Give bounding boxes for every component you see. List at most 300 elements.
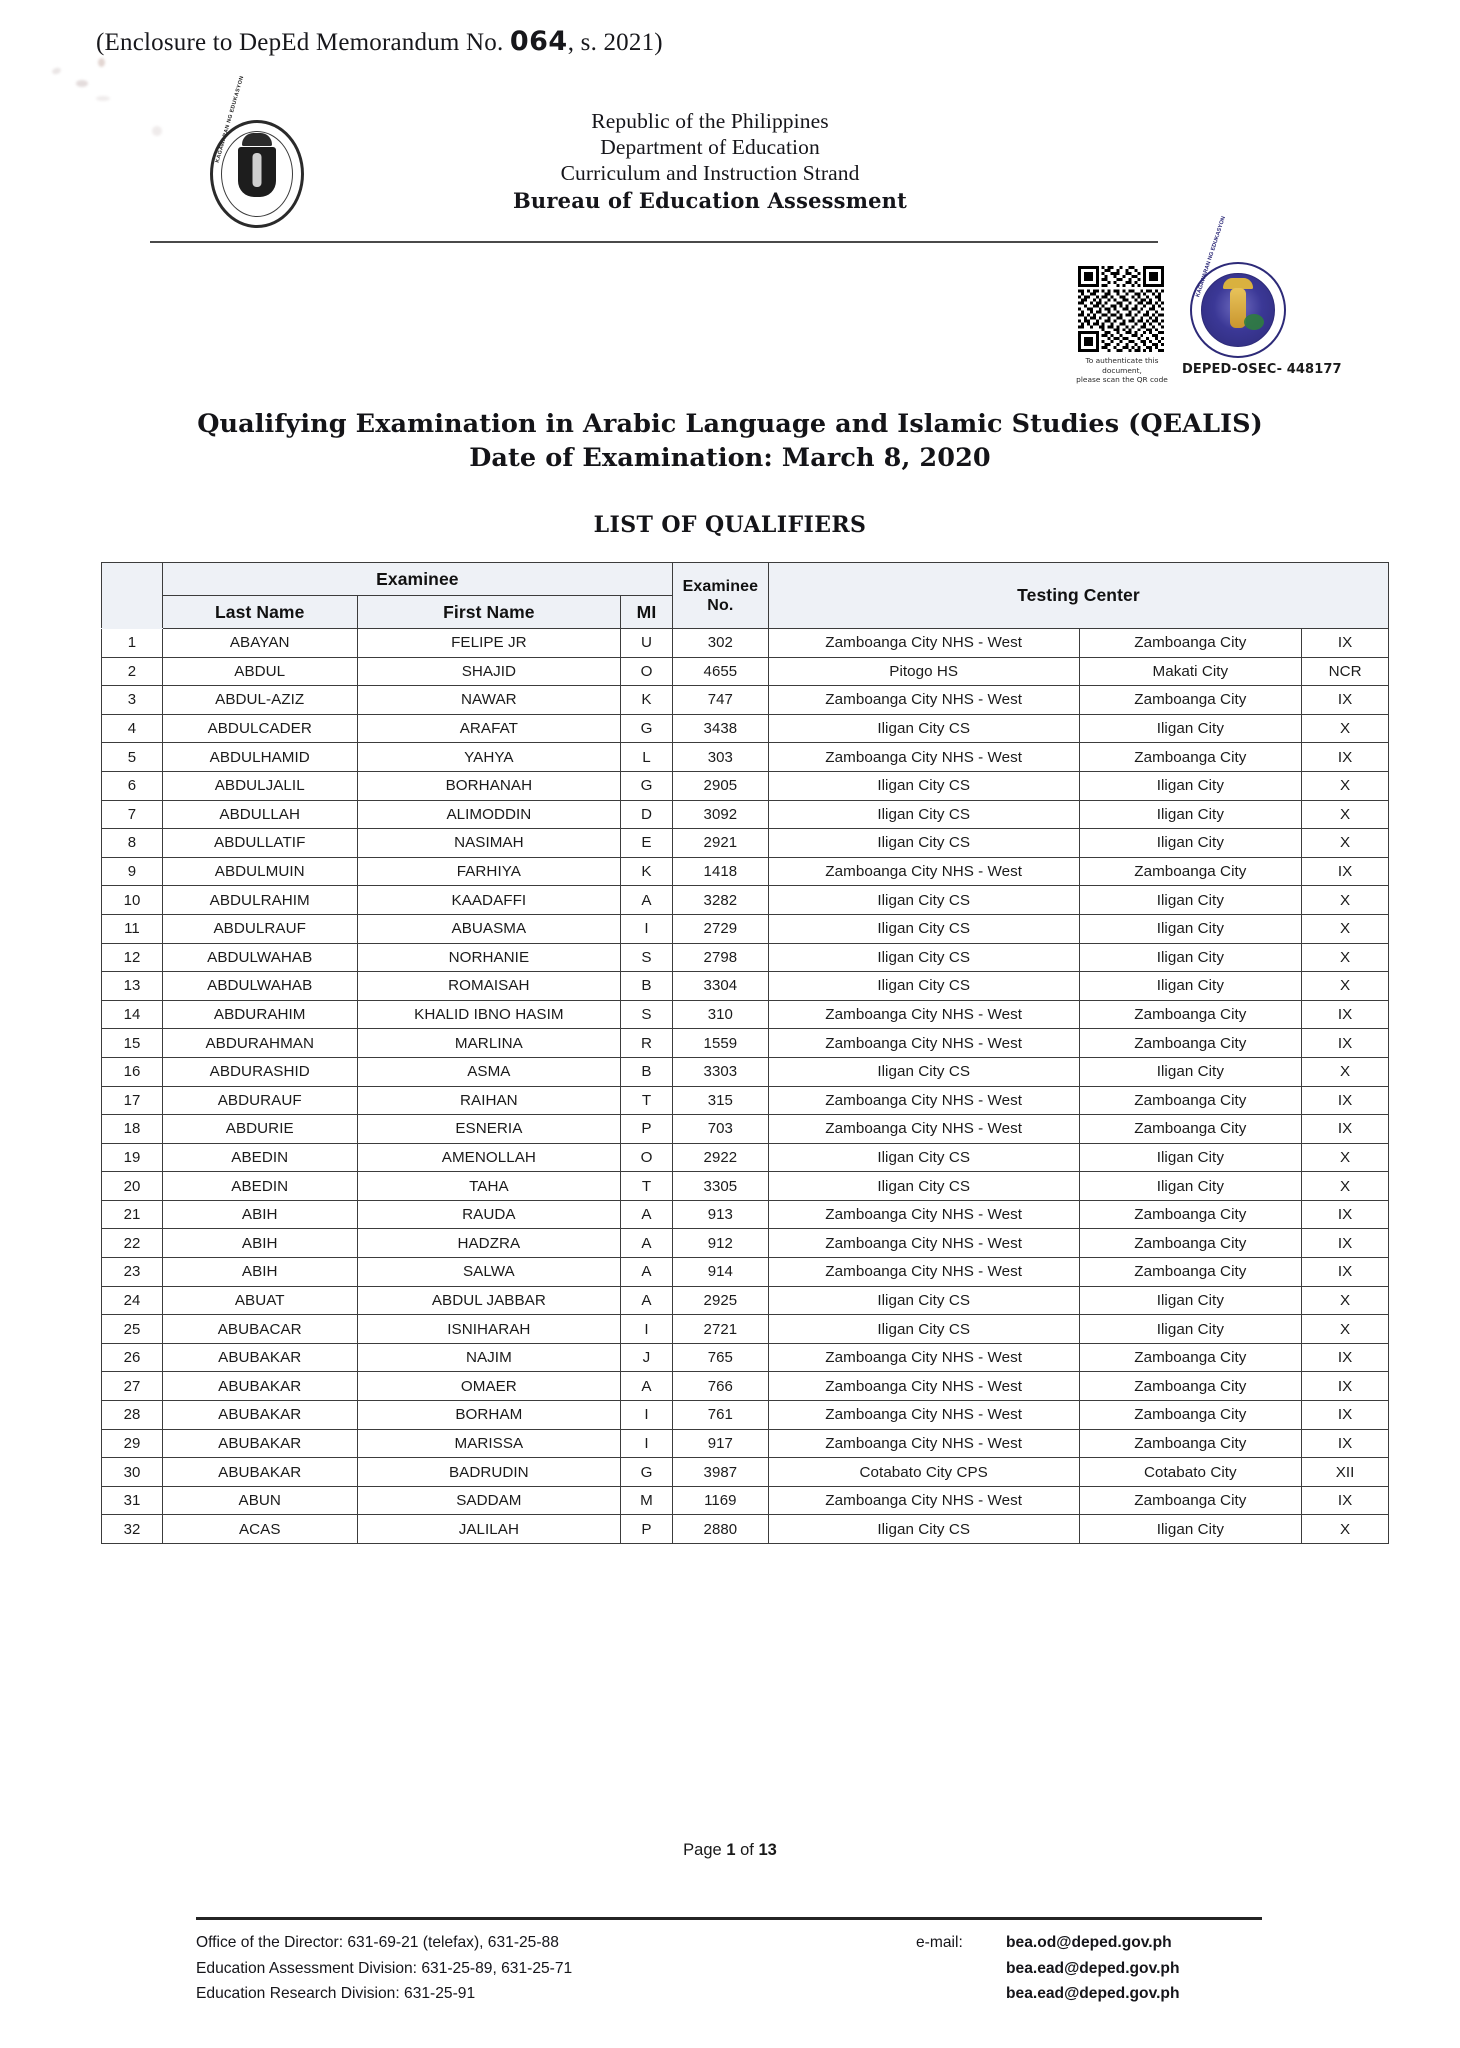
cell-row-number: 18	[102, 1115, 163, 1144]
cell-last-name: ABUBAKAR	[162, 1372, 357, 1401]
cell-testing-center-school: Zamboanga City NHS - West	[768, 1429, 1079, 1458]
cell-middle-initial: J	[621, 1343, 673, 1372]
cell-testing-center-city: Iligan City	[1079, 886, 1302, 915]
cell-testing-center-school: Iligan City CS	[768, 829, 1079, 858]
cell-testing-center-school: Iligan City CS	[768, 1286, 1079, 1315]
cell-first-name: NORHANIE	[357, 943, 621, 972]
cell-testing-center-region: X	[1302, 771, 1389, 800]
cell-examinee-number: 3304	[672, 972, 768, 1001]
cell-last-name: ABDULLAH	[162, 800, 357, 829]
cell-first-name: YAHYA	[357, 743, 621, 772]
cell-examinee-number: 3438	[672, 714, 768, 743]
table-row	[102, 1200, 1389, 1229]
cell-middle-initial: A	[621, 1372, 673, 1401]
cell-row-number: 27	[102, 1372, 163, 1401]
cell-first-name: BORHAM	[357, 1401, 621, 1430]
cell-examinee-number: 766	[672, 1372, 768, 1401]
cell-testing-center-city: Zamboanga City	[1079, 1000, 1302, 1029]
cell-first-name: BADRUDIN	[357, 1458, 621, 1487]
cell-testing-center-region: XII	[1302, 1458, 1389, 1487]
cell-first-name: MARISSA	[357, 1429, 621, 1458]
cell-first-name: ARAFAT	[357, 714, 621, 743]
cell-last-name: ABDULWAHAB	[162, 972, 357, 1001]
cell-testing-center-school: Iligan City CS	[768, 1315, 1079, 1344]
cell-examinee-number: 914	[672, 1258, 768, 1287]
table-row	[102, 1401, 1389, 1430]
cell-testing-center-school: Zamboanga City NHS - West	[768, 1401, 1079, 1430]
cell-middle-initial: O	[621, 657, 673, 686]
cell-examinee-number: 2921	[672, 829, 768, 858]
cell-examinee-number: 917	[672, 1429, 768, 1458]
authentication-block	[1064, 215, 1364, 402]
cell-examinee-number: 3987	[672, 1458, 768, 1487]
deped-seal-monochrome-icon	[210, 75, 304, 228]
table-row	[102, 743, 1389, 772]
cell-last-name: ABDURIE	[162, 1115, 357, 1144]
exam-title-block	[0, 408, 1460, 474]
cell-row-number: 11	[102, 914, 163, 943]
cell-testing-center-region: X	[1302, 972, 1389, 1001]
color-seal-ring-top-text: KAGAWARAN NG EDUKASYON	[1195, 215, 1228, 298]
enclosure-prefix: (Enclosure to DepEd Memorandum No.	[96, 29, 504, 56]
cell-first-name: RAUDA	[357, 1200, 621, 1229]
exam-date: Date of Examination: March 8, 2020	[469, 443, 991, 473]
qr-code-icon	[1078, 266, 1164, 352]
cell-first-name: TAHA	[357, 1172, 621, 1201]
cell-testing-center-city: Zamboanga City	[1079, 1229, 1302, 1258]
page-of: of	[740, 1841, 754, 1859]
footer-email-ead-2[interactable]: bea.ead@deped.gov.ph	[1006, 1985, 1180, 2002]
cell-last-name: ABDULJALIL	[162, 771, 357, 800]
cell-testing-center-region: X	[1302, 829, 1389, 858]
cell-middle-initial: A	[621, 1258, 673, 1287]
footer-phone-assessment-division: Education Assessment Division: 631-25-89, 631-25-71	[196, 1959, 573, 1977]
cell-first-name: AMENOLLAH	[357, 1143, 621, 1172]
cell-examinee-number: 310	[672, 1000, 768, 1029]
cell-testing-center-school: Cotabato City CPS	[768, 1458, 1079, 1487]
cell-row-number: 10	[102, 886, 163, 915]
cell-middle-initial: T	[621, 1086, 673, 1115]
cell-middle-initial: G	[621, 771, 673, 800]
cell-row-number: 4	[102, 714, 163, 743]
cell-middle-initial: A	[621, 1286, 673, 1315]
cell-testing-center-school: Zamboanga City NHS - West	[768, 686, 1079, 715]
cell-testing-center-city: Zamboanga City	[1079, 1429, 1302, 1458]
footer-phone-director: Office of the Director: 631-69-21 (telefax), 631-25-88	[196, 1934, 559, 1951]
cell-examinee-number: 315	[672, 1086, 768, 1115]
cell-middle-initial: B	[621, 972, 673, 1001]
cell-testing-center-region: IX	[1302, 1486, 1389, 1515]
cell-testing-center-school: Zamboanga City NHS - West	[768, 1000, 1079, 1029]
cell-last-name: ABUBAKAR	[162, 1343, 357, 1372]
table-row	[102, 1057, 1389, 1086]
table-row	[102, 914, 1389, 943]
cell-row-number: 7	[102, 800, 163, 829]
table-row	[102, 1429, 1389, 1458]
cell-examinee-number: 2905	[672, 771, 768, 800]
cell-last-name: ABIH	[162, 1200, 357, 1229]
scan-artifact-smudge	[76, 80, 88, 87]
table-row	[102, 800, 1389, 829]
masthead-divider	[150, 241, 1158, 243]
cell-first-name: MARLINA	[357, 1029, 621, 1058]
cell-first-name: FELIPE JR	[357, 629, 621, 658]
cell-last-name: ABDURAUF	[162, 1086, 357, 1115]
cell-testing-center-school: Zamboanga City NHS - West	[768, 629, 1079, 658]
cell-testing-center-school: Zamboanga City NHS - West	[768, 1086, 1079, 1115]
cell-testing-center-school: Zamboanga City NHS - West	[768, 1200, 1079, 1229]
cell-last-name: ABUN	[162, 1486, 357, 1515]
cell-first-name: KAADAFFI	[357, 886, 621, 915]
cell-last-name: ABAYAN	[162, 629, 357, 658]
cell-first-name: JALILAH	[357, 1515, 621, 1544]
seal-ring-text	[210, 75, 304, 228]
cell-examinee-number: 1169	[672, 1486, 768, 1515]
cell-testing-center-region: IX	[1302, 1086, 1389, 1115]
cell-row-number: 12	[102, 943, 163, 972]
footer-email-od[interactable]: bea.od@deped.gov.ph	[1006, 1934, 1172, 1951]
table-row	[102, 972, 1389, 1001]
cell-examinee-number: 302	[672, 629, 768, 658]
cell-middle-initial: P	[621, 1515, 673, 1544]
cell-testing-center-school: Zamboanga City NHS - West	[768, 1029, 1079, 1058]
cell-last-name: ABUBAKAR	[162, 1429, 357, 1458]
cell-testing-center-city: Iligan City	[1079, 914, 1302, 943]
cell-examinee-number: 1418	[672, 857, 768, 886]
cell-row-number: 32	[102, 1515, 163, 1544]
cell-testing-center-region: IX	[1302, 1258, 1389, 1287]
cell-testing-center-city: Zamboanga City	[1079, 629, 1302, 658]
exam-title: Qualifying Examination in Arabic Language and Islamic Studies (QEALIS)	[197, 409, 1263, 439]
footer-phone-research-division: Education Research Division: 631-25-91	[196, 1985, 476, 2002]
scan-artifact-smudge	[51, 67, 62, 76]
cell-testing-center-city: Iligan City	[1079, 714, 1302, 743]
cell-row-number: 17	[102, 1086, 163, 1115]
cell-last-name: ABUAT	[162, 1286, 357, 1315]
cell-row-number: 31	[102, 1486, 163, 1515]
cell-testing-center-city: Iligan City	[1079, 1315, 1302, 1344]
table-row	[102, 1115, 1389, 1144]
cell-testing-center-city: Zamboanga City	[1079, 1029, 1302, 1058]
table-row	[102, 1229, 1389, 1258]
cell-last-name: ABIH	[162, 1258, 357, 1287]
table-row	[102, 1086, 1389, 1115]
table-row	[102, 829, 1389, 858]
cell-row-number: 22	[102, 1229, 163, 1258]
cell-first-name: ABDUL JABBAR	[357, 1286, 621, 1315]
table-row	[102, 1029, 1389, 1058]
authentication-caption-line1: To authenticate this document,	[1085, 356, 1159, 375]
cell-examinee-number: 2798	[672, 943, 768, 972]
cell-last-name: ABDUL-AZIZ	[162, 686, 357, 715]
cell-testing-center-region: IX	[1302, 857, 1389, 886]
cell-first-name: NASIMAH	[357, 829, 621, 858]
table-row	[102, 657, 1389, 686]
cell-testing-center-city: Iligan City	[1079, 1286, 1302, 1315]
header-examinee-no-line2: No.	[707, 596, 734, 614]
table-row	[102, 1315, 1389, 1344]
cell-testing-center-region: X	[1302, 886, 1389, 915]
cell-testing-center-region: IX	[1302, 1200, 1389, 1229]
cell-row-number: 15	[102, 1029, 163, 1058]
document-authentication-code: DEPED-OSEC- 448177	[1182, 362, 1342, 377]
table-row	[102, 771, 1389, 800]
table-row	[102, 943, 1389, 972]
table-row	[102, 1372, 1389, 1401]
cell-testing-center-city: Makati City	[1079, 657, 1302, 686]
cell-testing-center-school: Zamboanga City NHS - West	[768, 1343, 1079, 1372]
cell-middle-initial: I	[621, 1429, 673, 1458]
page-total: 13	[758, 1841, 777, 1859]
header-first-name: First Name	[357, 596, 621, 629]
cell-last-name: ABDULCADER	[162, 714, 357, 743]
cell-testing-center-school: Iligan City CS	[768, 972, 1079, 1001]
cell-last-name: ABIH	[162, 1229, 357, 1258]
cell-first-name: NAWAR	[357, 686, 621, 715]
cell-last-name: ABDUL	[162, 657, 357, 686]
cell-first-name: BORHANAH	[357, 771, 621, 800]
cell-middle-initial: I	[621, 1315, 673, 1344]
page-number	[0, 1841, 1460, 1860]
cell-examinee-number: 1559	[672, 1029, 768, 1058]
table-row	[102, 1343, 1389, 1372]
cell-testing-center-city: Zamboanga City	[1079, 1086, 1302, 1115]
cell-first-name: ALIMODDIN	[357, 800, 621, 829]
cell-middle-initial: B	[621, 1057, 673, 1086]
cell-testing-center-city: Iligan City	[1079, 829, 1302, 858]
cell-testing-center-region: IX	[1302, 1000, 1389, 1029]
table-row	[102, 629, 1389, 658]
table-row	[102, 686, 1389, 715]
cell-testing-center-school: Zamboanga City NHS - West	[768, 1115, 1079, 1144]
cell-examinee-number: 912	[672, 1229, 768, 1258]
cell-last-name: ABDULLATIF	[162, 829, 357, 858]
cell-middle-initial: O	[621, 1143, 673, 1172]
header-examinee-no-line1: Examinee	[682, 577, 759, 595]
cell-middle-initial: G	[621, 1458, 673, 1487]
cell-testing-center-school: Iligan City CS	[768, 1172, 1079, 1201]
cell-middle-initial: K	[621, 857, 673, 886]
cell-testing-center-city: Iligan City	[1079, 1172, 1302, 1201]
cell-examinee-number: 4655	[672, 657, 768, 686]
cell-examinee-number: 3092	[672, 800, 768, 829]
table-row	[102, 857, 1389, 886]
cell-testing-center-city: Zamboanga City	[1079, 1372, 1302, 1401]
cell-middle-initial: S	[621, 1000, 673, 1029]
cell-testing-center-region: IX	[1302, 1372, 1389, 1401]
cell-middle-initial: R	[621, 1029, 673, 1058]
cell-examinee-number: 761	[672, 1401, 768, 1430]
cell-last-name: ABDULWAHAB	[162, 943, 357, 972]
cell-testing-center-school: Zamboanga City NHS - West	[768, 1486, 1079, 1515]
cell-testing-center-school: Iligan City CS	[768, 771, 1079, 800]
cell-row-number: 30	[102, 1458, 163, 1487]
cell-testing-center-city: Zamboanga City	[1079, 1486, 1302, 1515]
cell-first-name: HADZRA	[357, 1229, 621, 1258]
cell-examinee-number: 3305	[672, 1172, 768, 1201]
cell-first-name: ESNERIA	[357, 1115, 621, 1144]
cell-row-number: 13	[102, 972, 163, 1001]
cell-examinee-number: 303	[672, 743, 768, 772]
cell-testing-center-city: Cotabato City	[1079, 1458, 1302, 1487]
cell-testing-center-city: Iligan City	[1079, 943, 1302, 972]
table-row	[102, 886, 1389, 915]
cell-middle-initial: I	[621, 1401, 673, 1430]
cell-examinee-number: 3303	[672, 1057, 768, 1086]
cell-row-number: 28	[102, 1401, 163, 1430]
cell-testing-center-city: Iligan City	[1079, 1057, 1302, 1086]
cell-last-name: ABUBACAR	[162, 1315, 357, 1344]
cell-row-number: 20	[102, 1172, 163, 1201]
enclosure-note	[96, 26, 663, 57]
cell-testing-center-school: Iligan City CS	[768, 800, 1079, 829]
cell-first-name: ROMAISAH	[357, 972, 621, 1001]
masthead-line-bureau: Bureau of Education Assessment	[512, 188, 908, 213]
cell-last-name: ABUBAKAR	[162, 1458, 357, 1487]
masthead	[150, 75, 1160, 238]
table-header	[102, 563, 1389, 629]
cell-row-number: 6	[102, 771, 163, 800]
cell-testing-center-city: Zamboanga City	[1079, 1115, 1302, 1144]
header-group-examinee: Examinee	[162, 563, 672, 596]
cell-examinee-number: 2922	[672, 1143, 768, 1172]
cell-last-name: ABDULMUIN	[162, 857, 357, 886]
cell-testing-center-city: Zamboanga City	[1079, 686, 1302, 715]
footer-emails	[916, 1930, 1276, 2007]
cell-middle-initial: U	[621, 629, 673, 658]
authentication-caption-line2: please scan the QR code	[1076, 375, 1168, 384]
cell-first-name: ISNIHARAH	[357, 1315, 621, 1344]
cell-row-number: 29	[102, 1429, 163, 1458]
page-current: 1	[726, 1841, 736, 1859]
cell-row-number: 9	[102, 857, 163, 886]
cell-testing-center-school: Zamboanga City NHS - West	[768, 743, 1079, 772]
qualifiers-table-container	[101, 562, 1389, 1544]
cell-last-name: ABUBAKAR	[162, 1401, 357, 1430]
footer-email-label: e-mail:	[916, 1934, 963, 1951]
cell-testing-center-school: Zamboanga City NHS - West	[768, 1258, 1079, 1287]
cell-row-number: 3	[102, 686, 163, 715]
cell-row-number: 2	[102, 657, 163, 686]
cell-testing-center-region: IX	[1302, 1115, 1389, 1144]
cell-middle-initial: P	[621, 1115, 673, 1144]
cell-testing-center-school: Iligan City CS	[768, 1143, 1079, 1172]
cell-examinee-number: 3282	[672, 886, 768, 915]
deped-seal-color-icon	[1190, 215, 1286, 358]
cell-row-number: 21	[102, 1200, 163, 1229]
cell-testing-center-region: NCR	[1302, 657, 1389, 686]
seal-ring-top-text: KAGAWARAN NG EDUKASYON	[214, 75, 246, 164]
cell-testing-center-school: Iligan City CS	[768, 943, 1079, 972]
footer-email-ead-1[interactable]: bea.ead@deped.gov.ph	[1006, 1959, 1180, 1977]
cell-last-name: ABDURAHMAN	[162, 1029, 357, 1058]
cell-middle-initial: I	[621, 914, 673, 943]
enclosure-suffix: , s. 2021)	[567, 29, 663, 56]
cell-testing-center-region: IX	[1302, 743, 1389, 772]
cell-examinee-number: 747	[672, 686, 768, 715]
cell-testing-center-city: Iligan City	[1079, 771, 1302, 800]
cell-testing-center-region: X	[1302, 1172, 1389, 1201]
cell-testing-center-school: Zamboanga City NHS - West	[768, 1229, 1079, 1258]
cell-first-name: SHAJID	[357, 657, 621, 686]
page-label: Page	[683, 1841, 722, 1859]
cell-middle-initial: A	[621, 1200, 673, 1229]
cell-testing-center-school: Iligan City CS	[768, 714, 1079, 743]
cell-testing-center-city: Zamboanga City	[1079, 1258, 1302, 1287]
cell-testing-center-city: Iligan City	[1079, 1143, 1302, 1172]
cell-first-name: SALWA	[357, 1258, 621, 1287]
cell-testing-center-region: X	[1302, 1286, 1389, 1315]
cell-middle-initial: S	[621, 943, 673, 972]
cell-testing-center-city: Zamboanga City	[1079, 1343, 1302, 1372]
cell-middle-initial: T	[621, 1172, 673, 1201]
cell-last-name: ABDURAHIM	[162, 1000, 357, 1029]
cell-row-number: 24	[102, 1286, 163, 1315]
cell-first-name: FARHIYA	[357, 857, 621, 886]
cell-testing-center-region: X	[1302, 800, 1389, 829]
cell-testing-center-region: X	[1302, 1057, 1389, 1086]
cell-first-name: ASMA	[357, 1057, 621, 1086]
table-header-row-1	[102, 563, 1389, 596]
cell-testing-center-city: Zamboanga City	[1079, 857, 1302, 886]
cell-last-name: ACAS	[162, 1515, 357, 1544]
cell-testing-center-school: Iligan City CS	[768, 1515, 1079, 1544]
cell-testing-center-school: Iligan City CS	[768, 1057, 1079, 1086]
table-body	[102, 629, 1389, 1544]
authentication-caption	[1066, 356, 1178, 385]
cell-testing-center-region: IX	[1302, 686, 1389, 715]
cell-testing-center-region: IX	[1302, 1229, 1389, 1258]
cell-testing-center-city: Zamboanga City	[1079, 743, 1302, 772]
cell-middle-initial: E	[621, 829, 673, 858]
cell-testing-center-city: Iligan City	[1079, 800, 1302, 829]
cell-examinee-number: 913	[672, 1200, 768, 1229]
table-row	[102, 1172, 1389, 1201]
cell-testing-center-region: X	[1302, 943, 1389, 972]
cell-testing-center-region: IX	[1302, 629, 1389, 658]
table-row	[102, 1458, 1389, 1487]
cell-testing-center-school: Pitogo HS	[768, 657, 1079, 686]
cell-testing-center-region: X	[1302, 714, 1389, 743]
cell-last-name: ABEDIN	[162, 1143, 357, 1172]
cell-last-name: ABDULRAHIM	[162, 886, 357, 915]
cell-testing-center-school: Iligan City CS	[768, 886, 1079, 915]
cell-last-name: ABDULRAUF	[162, 914, 357, 943]
cell-first-name: KHALID IBNO HASIM	[357, 1000, 621, 1029]
table-row	[102, 1000, 1389, 1029]
cell-testing-center-region: X	[1302, 1315, 1389, 1344]
cell-testing-center-school: Zamboanga City NHS - West	[768, 1372, 1079, 1401]
cell-row-number: 8	[102, 829, 163, 858]
cell-middle-initial: G	[621, 714, 673, 743]
scan-artifact-smudge	[98, 58, 105, 67]
cell-testing-center-school: Zamboanga City NHS - West	[768, 857, 1079, 886]
masthead-line-department: Department of Education	[600, 135, 820, 159]
table-row	[102, 1486, 1389, 1515]
cell-last-name: ABEDIN	[162, 1172, 357, 1201]
cell-last-name: ABDULHAMID	[162, 743, 357, 772]
header-examinee-no	[672, 563, 768, 629]
cell-testing-center-region: IX	[1302, 1029, 1389, 1058]
cell-testing-center-region: X	[1302, 1515, 1389, 1544]
cell-testing-center-region: IX	[1302, 1429, 1389, 1458]
table-row	[102, 1143, 1389, 1172]
cell-testing-center-region: IX	[1302, 1343, 1389, 1372]
header-row-number	[102, 563, 163, 629]
masthead-text	[400, 108, 1020, 214]
cell-testing-center-region: X	[1302, 1143, 1389, 1172]
cell-row-number: 19	[102, 1143, 163, 1172]
